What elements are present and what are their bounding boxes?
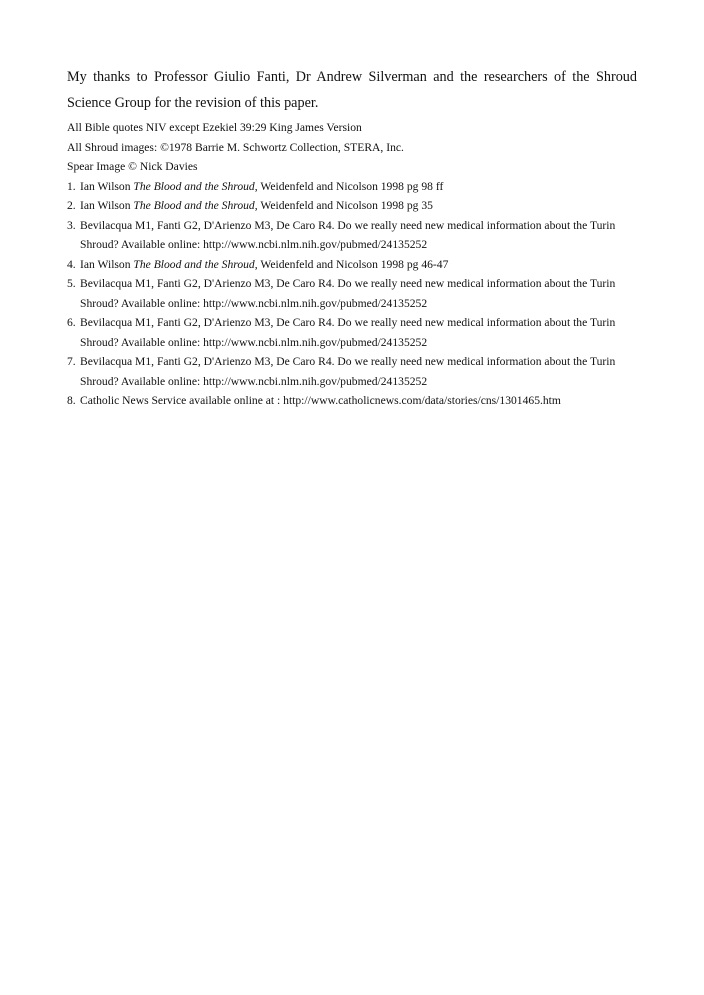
reference-book-title: The Blood and the Shroud <box>133 199 255 212</box>
reference-text <box>80 177 637 197</box>
reference-details: , Weidenfeld and Nicolson 1998 pg 98 ff <box>254 179 444 193</box>
reference-text <box>80 196 637 216</box>
reference-book-title: The Blood and the Shroud <box>133 179 255 193</box>
reference-text <box>80 255 637 275</box>
reference-citation: Bevilacqua M1, Fanti G2, D'Arienzo M3, De Caro R4. Do we really need new medical information about the Turin Shroud? Available online: http://www.ncbi.nlm.nih.gov/pubmed/24135252 <box>80 277 616 310</box>
reference-number: 1. <box>67 179 76 193</box>
reference-author: Ian Wilson <box>80 179 134 193</box>
reference-number: 5. <box>67 277 76 290</box>
reference-item <box>67 352 637 391</box>
reference-author: Ian Wilson <box>80 257 134 271</box>
reference-item <box>67 177 637 197</box>
document-page <box>67 64 637 411</box>
reference-text <box>80 352 637 391</box>
reference-list <box>67 177 637 411</box>
reference-number: 8. <box>67 394 76 407</box>
reference-citation: Bevilacqua M1, Fanti G2, D'Arienzo M3, De Caro R4. Do we really need new medical information about the Turin Shroud? Available online: http://www.ncbi.nlm.nih.gov/pubmed/24135252 <box>80 355 616 388</box>
reference-text <box>80 313 637 352</box>
reference-item <box>67 216 637 255</box>
reference-text <box>80 391 637 411</box>
reference-number: 7. <box>67 355 76 368</box>
reference-citation: Bevilacqua M1, Fanti G2, D'Arienzo M3, De Caro R4. Do we really need new medical information about the Turin Shroud? Available online: http://www.ncbi.nlm.nih.gov/pubmed/24135252 <box>80 316 616 349</box>
reference-number: 6. <box>67 316 76 329</box>
reference-author: Ian Wilson <box>80 199 134 212</box>
reference-item <box>67 313 637 352</box>
reference-item <box>67 391 637 411</box>
reference-book-title: The Blood and the Shroud <box>133 257 255 271</box>
reference-number: 3. <box>67 218 76 232</box>
reference-number: 2. <box>67 199 76 212</box>
reference-item <box>67 274 637 313</box>
reference-citation: Bevilacqua M1, Fanti G2, D'Arienzo M3, De Caro R4. Do we really need new medical information about the Turin Shroud? Available online: http://www.ncbi.nlm.nih.gov/pubmed/24135252 <box>80 218 616 251</box>
reference-number: 4. <box>67 257 76 271</box>
reference-text <box>80 274 637 313</box>
credits-block <box>67 118 637 177</box>
reference-citation: Catholic News Service available online at : http://www.catholicnews.com/data/stories/cns/1301465.htm <box>80 394 561 407</box>
acknowledgement-paragraph: My thanks to Professor Giulio Fanti, Dr Andrew Silverman and the researchers of the Shroud Science Group for the revision of this paper. <box>67 69 637 111</box>
reference-text <box>80 216 637 255</box>
reference-item <box>67 255 637 275</box>
credit-shroud-images: All Shroud images: ©1978 Barrie M. Schwortz Collection, STERA, Inc. <box>67 140 404 154</box>
credit-bible-quotes: All Bible quotes NIV except Ezekiel 39:29 King James Version <box>67 121 362 134</box>
reference-item <box>67 196 637 216</box>
credit-spear-image: Spear Image © Nick Davies <box>67 160 198 173</box>
reference-details: , Weidenfeld and Nicolson 1998 pg 46-47 <box>254 257 449 271</box>
reference-details: , Weidenfeld and Nicolson 1998 pg 35 <box>254 199 433 212</box>
